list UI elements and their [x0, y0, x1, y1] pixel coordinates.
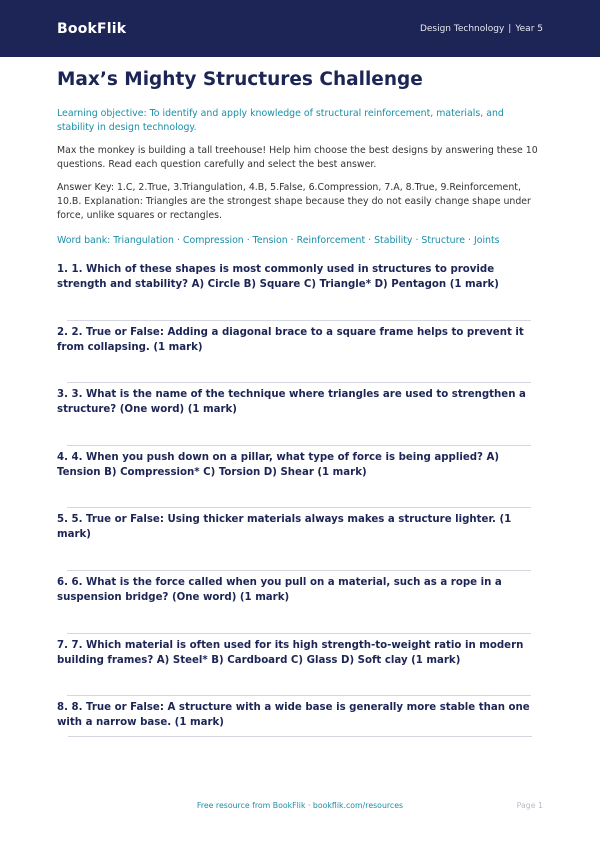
question-text: 7. 7. Which material is often used for its high strength-to-weight ratio in modern building frames? A) Steel* B) Cardboard C) Glass D) Soft clay (1 mark) — [57, 639, 524, 666]
footer-resource-link[interactable]: Free resource from BookFlik · bookflik.com/resources — [196, 801, 404, 810]
answer-line[interactable] — [67, 445, 531, 446]
year-label: Year 5 — [515, 23, 543, 34]
brand-logo[interactable]: BookFlik — [57, 20, 127, 37]
answer-line[interactable] — [67, 695, 531, 696]
question-text: 6. 6. What is the force called when you pull on a material, such as a rope in a suspension bridge? (One word) (1 mark) — [57, 576, 502, 603]
answer-key: Answer Key: 1.C, 2.True, 3.Triangulation, 4.B, 5.False, 6.Compression, 7.A, 8.True, 9.Reinforcement, 10.B. Explanation: Triangles are the strongest shape because they do not easily change shape under force, unlike squares or rectangles. — [57, 182, 531, 221]
question-text: 2. 2. True or False: Adding a diagonal brace to a square frame helps to prevent it from collapsing. (1 mark) — [57, 326, 524, 353]
word-bank: Word bank: Triangulation · Compression · Tension · Reinforcement · Stability · Structure · Joints — [57, 235, 500, 246]
question-text: 3. 3. What is the name of the technique where triangles are used to strengthen a structure? (One word) (1 mark) — [57, 389, 526, 416]
question-list — [57, 262, 543, 763]
page-title: Max’s Mighty Structures Challenge — [57, 69, 423, 90]
answer-line[interactable] — [67, 570, 531, 571]
question-item — [57, 700, 543, 763]
learning-objective: Learning objective: To identify and apply knowledge of structural reinforcement, materials, and stability in design technology. — [57, 108, 504, 133]
question-text: 8. 8. True or False: A structure with a wide base is generally more stable than one with a narrow base. (1 mark) — [57, 702, 530, 729]
page-header — [0, 0, 600, 57]
question-item — [57, 638, 543, 701]
question-text: 5. 5. True or False: Using thicker materials always makes a structure lighter. (1 mark) — [57, 514, 512, 541]
question-item — [57, 262, 543, 325]
question-item — [57, 575, 543, 638]
question-item — [57, 325, 543, 388]
subject-label: Design Technology — [419, 23, 505, 34]
header-meta — [420, 24, 543, 34]
answer-line[interactable] — [67, 507, 531, 508]
worksheet-content — [57, 64, 543, 763]
answer-line[interactable] — [67, 382, 531, 383]
header-separator: | — [508, 23, 512, 34]
question-item — [57, 512, 543, 575]
question-item — [57, 450, 543, 513]
question-item — [57, 387, 543, 450]
page-number: Page 1 — [516, 801, 543, 810]
answer-line[interactable] — [67, 633, 531, 634]
answer-line[interactable] — [67, 320, 531, 321]
answer-line[interactable] — [68, 736, 532, 737]
question-text: 4. 4. When you push down on a pillar, what type of force is being applied? A) Tension B) Compression* C) Torsion D) Shear (1 mark) — [57, 451, 500, 478]
question-text: 1. 1. Which of these shapes is most commonly used in structures to provide strength and stability? A) Circle B) Square C) Triangle* D) Pentagon (1 mark) — [57, 264, 499, 290]
intro-text: Max the monkey is building a tall treehouse! Help him choose the best designs by answering these 10 questions. Read each question carefully and select the best answer. — [57, 145, 538, 170]
